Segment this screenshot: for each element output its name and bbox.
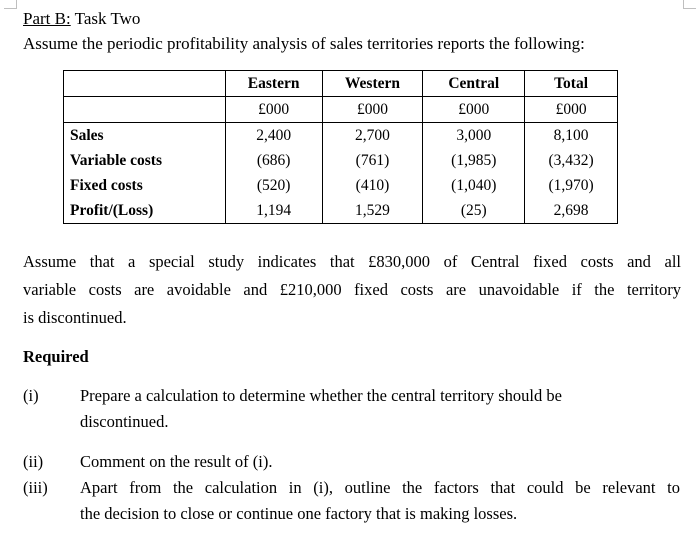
paragraph-line: Assume that a special study indicates that £830,000 of Central fixed costs and all [23, 252, 681, 271]
table-cell: (1,985) [423, 148, 525, 173]
question-line: Prepare a calculation to determine whether the central territory should be [80, 386, 562, 405]
table-row-fixed-costs [64, 173, 618, 198]
table-cell: (410) [322, 173, 423, 198]
unit-cell: £000 [225, 97, 322, 123]
table-cell: (25) [423, 198, 525, 224]
paragraph-line: variable costs are avoidable and £210,000 fixed costs are unavoidable if the territory [23, 280, 681, 299]
table-cell: (3,432) [525, 148, 618, 173]
table-cell: (520) [225, 173, 322, 198]
header-cell-total: Total [525, 71, 618, 97]
header-cell-western: Western [322, 71, 423, 97]
table-cell: 2,698 [525, 198, 618, 224]
table-cell: (761) [322, 148, 423, 173]
assumption-paragraph [23, 248, 681, 332]
task-title: Task Two [70, 9, 141, 28]
part-label: Part B: [23, 9, 71, 28]
unit-cell-blank [64, 97, 226, 123]
table-cell: 1,194 [225, 198, 322, 224]
question-line: Comment on the result of (i). [80, 452, 273, 471]
table-row-variable-costs [64, 148, 618, 173]
question-line: Apart from the calculation in (i), outline the factors that could be relevant to [80, 478, 680, 497]
table-cell: 3,000 [423, 123, 525, 149]
page-corner-mark-left [4, 0, 17, 9]
table-row-sales [64, 123, 618, 149]
paragraph-line: is discontinued. [23, 308, 127, 327]
row-label: Profit/(Loss) [64, 198, 226, 224]
row-label: Fixed costs [64, 173, 226, 198]
unit-cell: £000 [525, 97, 618, 123]
header-cell-central: Central [423, 71, 525, 97]
table-cell: (1,970) [525, 173, 618, 198]
question-text [80, 475, 680, 527]
table-row-profit-loss [64, 198, 618, 224]
unit-cell: £000 [423, 97, 525, 123]
unit-cell: £000 [322, 97, 423, 123]
header-cell-blank [64, 71, 226, 97]
table-cell: 2,400 [225, 123, 322, 149]
table-cell: 8,100 [525, 123, 618, 149]
question-line: the decision to close or continue one factory that is making losses. [80, 504, 518, 523]
table-cell: 1,529 [322, 198, 423, 224]
table-cell: 2,700 [322, 123, 423, 149]
intro-text: Assume the periodic profitability analysis of sales territories reports the following: [23, 34, 585, 53]
table-units-row [64, 97, 618, 123]
required-heading: Required [23, 347, 89, 366]
table-header-row [64, 71, 618, 97]
header-cell-eastern: Eastern [225, 71, 322, 97]
table-cell: (686) [225, 148, 322, 173]
row-label: Sales [64, 123, 226, 149]
table-cell: (1,040) [423, 173, 525, 198]
question-text [80, 383, 680, 435]
question-number: (i) [23, 386, 39, 405]
question-line: discontinued. [80, 412, 169, 431]
question-text [80, 449, 680, 475]
page-corner-mark-right [683, 0, 696, 9]
question-number: (ii) [23, 452, 44, 471]
row-label: Variable costs [64, 148, 226, 173]
profitability-table [63, 70, 618, 224]
question-number: (iii) [23, 478, 48, 497]
section-heading [23, 9, 140, 29]
